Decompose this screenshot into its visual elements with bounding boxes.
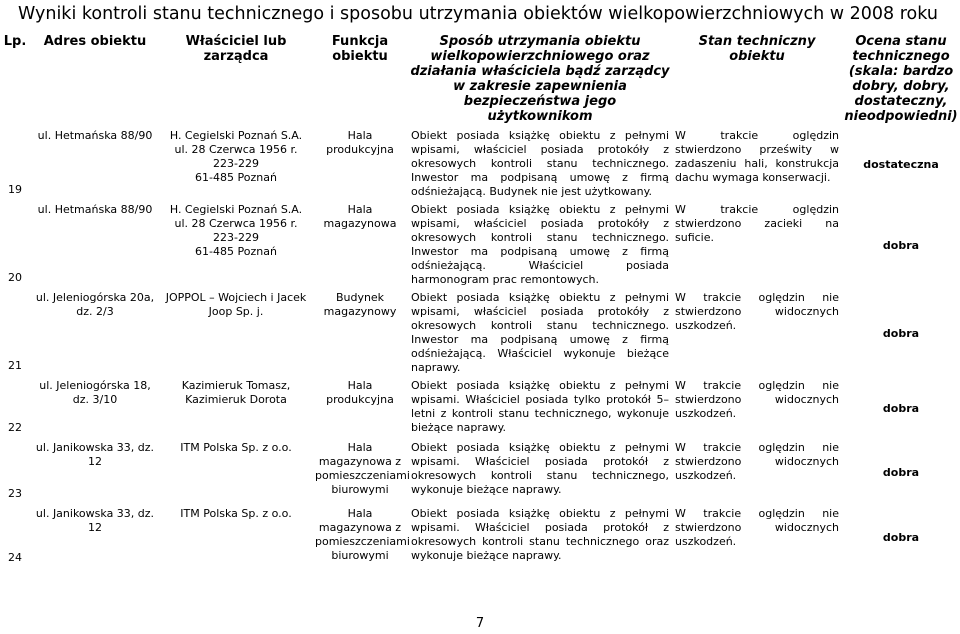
header-method: Sposób utrzymania obiektu wielkopowierzchniowego oraz działania właściciela bądź zarządcy w zakresie zapewnienia bezpieczeństwa jego użytkownikom	[410, 34, 670, 124]
row-number: 20	[8, 271, 22, 284]
row-owner	[160, 201, 312, 289]
table-row	[0, 377, 960, 439]
row-number: 22	[8, 421, 22, 434]
row-function: Hala magazynowa z pomieszczeniami biurowymi	[315, 507, 410, 562]
row-address-text: ul. Hetmańska 88/90	[37, 203, 153, 216]
row-grade: dobra	[882, 531, 920, 544]
page-title: Wyniki kontroli stanu technicznego i sposobu utrzymania obiektów wielkopowierzchniowych w 2008 roku	[18, 4, 938, 24]
table-row	[0, 127, 960, 201]
row-owner-line2: ul. 28 Czerwca 1956 r. 223-229	[174, 217, 298, 244]
table-row	[0, 201, 960, 289]
row-owner	[160, 439, 312, 505]
row-state: W trakcie oględzin nie stwierdzono widocznych uszkodzeń.	[675, 507, 839, 548]
row-owner-line1: H. Cegielski Poznań S.A.	[169, 129, 303, 142]
row-number: 21	[8, 359, 22, 372]
row-address-text: ul. Jeleniogórska 18, dz. 3/10	[39, 379, 151, 406]
row-owner	[160, 505, 312, 569]
row-state: W trakcie oględzin stwierdzono zacieki na suficie.	[675, 203, 839, 244]
header-grade: Ocena stanu technicznego (skala: bardzo dobry, dobry, dostateczny, nieodpowiedni)	[844, 34, 958, 124]
row-grade: dostateczna	[863, 158, 939, 171]
row-address	[30, 289, 160, 377]
row-grade: dobra	[882, 402, 920, 415]
row-method: Obiekt posiada książkę obiektu z pełnymi wpisami. Właściciel posiada protokół z okresowych kontroli stanu technicznego, wykonuje bieżące naprawy.	[411, 441, 669, 496]
row-address-text: ul. Janikowska 33, dz. 12	[35, 507, 155, 534]
row-address-text: ul. Hetmańska 88/90	[37, 129, 153, 142]
row-function: Hala magazynowa	[323, 203, 397, 230]
row-method: Obiekt posiada książkę obiektu z pełnymi wpisami, właściciel posiada protokóły z okresowych kontroli stanu technicznego. Inwestor ma podpisaną umowę z firmą odśnieżającą. Właściciel posiada harmonogram prac remontowych.	[411, 203, 669, 286]
row-state: W trakcie oględzin stwierdzono prześwity w zadaszeniu hali, konstrukcja dachu wymaga konserwacji.	[675, 129, 839, 184]
row-owner-line1: JOPPOL – Wojciech i Jacek Joop Sp. j.	[165, 291, 307, 318]
row-owner	[160, 289, 312, 377]
table-row	[0, 439, 960, 505]
row-address	[30, 127, 160, 201]
table-row	[0, 289, 960, 377]
row-grade: dobra	[882, 466, 920, 479]
table-row	[0, 505, 960, 569]
row-address	[30, 201, 160, 289]
row-address-text: ul. Jeleniogórska 20a, dz. 2/3	[35, 291, 155, 318]
header-state: Stan techniczny obiektu	[698, 34, 816, 64]
row-address	[30, 377, 160, 439]
row-state: W trakcie oględzin nie stwierdzono widocznych uszkodzeń.	[675, 379, 839, 420]
row-owner-line1: ITM Polska Sp. z o.o.	[180, 507, 292, 520]
row-method: Obiekt posiada książkę obiektu z pełnymi wpisami, właściciel posiada protokóły z okresowych kontroli stanu technicznego. Inwestor ma podpisaną umowę z firmą odśnieżającą. Budynek nie jest użytkowany.	[411, 129, 669, 198]
row-method: Obiekt posiada książkę obiektu z pełnymi wpisami. Właściciel posiada protokół z okresowych kontroli stanu technicznego oraz wykonuje bieżące naprawy.	[411, 507, 669, 562]
row-owner-line1: H. Cegielski Poznań S.A.	[169, 203, 303, 216]
page-number: 7	[475, 616, 485, 631]
row-address	[30, 505, 160, 569]
row-method: Obiekt posiada książkę obiektu z pełnymi wpisami, właściciel posiada protokóły z okresowych kontroli stanu technicznego. Inwestor ma podpisaną umowę z firmą odśnieżającą. Właściciel wykonuje bieżące naprawy.	[411, 291, 669, 374]
row-function: Hala produkcyjna	[326, 129, 394, 156]
table-header-row	[0, 32, 960, 127]
row-owner-line1: Kazimieruk Tomasz, Kazimieruk Dorota	[181, 379, 291, 406]
row-function: Budynek magazynowy	[323, 291, 397, 318]
row-function: Hala produkcyjna	[326, 379, 394, 406]
header-function: Funkcja obiektu	[331, 34, 389, 64]
row-owner	[160, 127, 312, 201]
row-address	[30, 439, 160, 505]
row-state: W trakcie oględzin nie stwierdzono widocznych uszkodzeń.	[675, 291, 839, 332]
row-grade: dobra	[882, 239, 920, 252]
row-address-text: ul. Janikowska 33, dz. 12	[35, 441, 155, 468]
row-number: 24	[8, 551, 22, 564]
row-owner	[160, 377, 312, 439]
row-number: 23	[8, 487, 22, 500]
row-number: 19	[8, 183, 22, 196]
header-lp: Lp.	[3, 34, 27, 49]
header-address: Adres obiektu	[43, 34, 147, 49]
row-state: W trakcie oględzin nie stwierdzono widocznych uszkodzeń.	[675, 441, 839, 482]
row-owner-line2: ul. 28 Czerwca 1956 r. 223-229	[174, 143, 298, 170]
row-owner-line3: 61-485 Poznań	[195, 171, 277, 184]
row-method: Obiekt posiada książkę obiektu z pełnymi wpisami. Właściciel posiada tylko protokół 5–letni z kontroli stanu technicznego, wykonuje bieżące naprawy.	[411, 379, 669, 434]
row-grade: dobra	[882, 327, 920, 340]
header-owner: Właściciel lub zarządca	[185, 34, 287, 64]
row-owner-line1: ITM Polska Sp. z o.o.	[180, 441, 292, 454]
inspection-table	[0, 32, 960, 569]
row-owner-line3: 61-485 Poznań	[195, 245, 277, 258]
row-function: Hala magazynowa z pomieszczeniami biurowymi	[315, 441, 410, 496]
